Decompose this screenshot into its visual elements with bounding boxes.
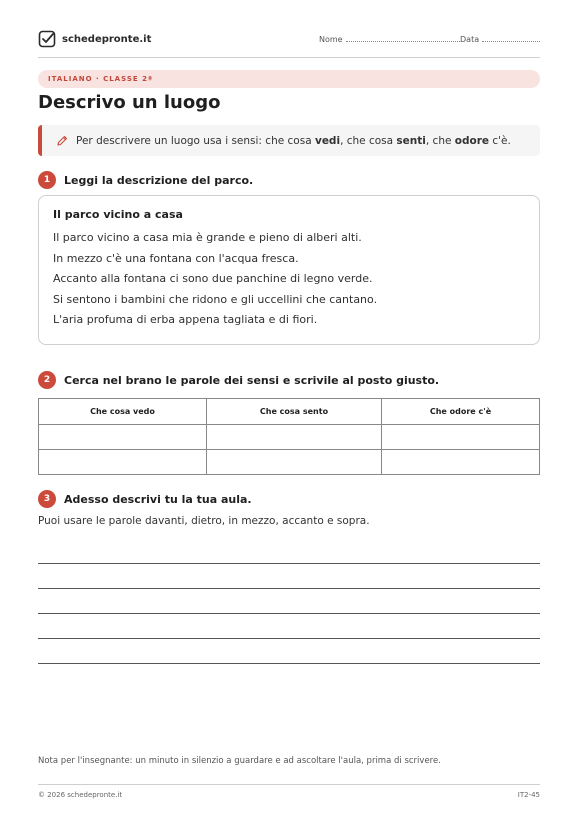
senses-table — [38, 398, 540, 475]
step-3-hint: Puoi usare le parole davanti, dietro, in mezzo, accanto e sopra. — [38, 515, 370, 527]
table-row — [39, 450, 540, 475]
passage-line: In mezzo c'è una fontana con l'acqua fresca. — [53, 251, 299, 265]
answer-cell[interactable] — [207, 425, 382, 450]
name-label: Nome — [319, 35, 343, 44]
passage-title: Il parco vicino a casa — [53, 208, 183, 221]
date-blank[interactable] — [482, 35, 540, 42]
table-header-row — [39, 399, 540, 425]
tip-text — [76, 135, 511, 147]
page-header — [38, 30, 540, 58]
writing-line[interactable] — [38, 613, 540, 614]
passage-line: L'aria profuma di erba appena tagliata e di fiori. — [53, 313, 318, 326]
passage-line: Accanto alla fontana ci sono due panchine di legno verde. — [53, 272, 373, 285]
tip-prefix: Per descrivere un luogo usa i sensi: che cosa — [76, 134, 315, 147]
copyright-text: © 2026 schedepronte.it — [38, 791, 123, 799]
answer-cell[interactable] — [382, 450, 540, 475]
passage-line: Si sentono i bambini che ridono e gli uccellini che cantano. — [53, 292, 378, 306]
page-title: Descrivo un luogo — [38, 92, 221, 113]
worksheet-code: IT2-45 — [517, 791, 540, 799]
column-header-see: Che cosa vedo — [39, 399, 207, 425]
writing-line[interactable] — [38, 663, 540, 664]
step-instruction: Cerca nel brano le parole dei sensi e scrivile al posto giusto. — [64, 373, 440, 387]
answer-cell[interactable] — [39, 425, 207, 450]
step-instruction: Leggi la descrizione del parco. — [64, 173, 254, 187]
step-instruction: Adesso descrivi tu la tua aula. — [64, 492, 252, 506]
subject-grade-banner: ITALIANO · CLASSE 2ª — [38, 70, 540, 88]
pencil-icon — [56, 135, 68, 147]
brand-name: schedepronte.it — [62, 33, 152, 45]
answer-cell[interactable] — [207, 450, 382, 475]
step-number-badge: 2 — [38, 371, 56, 389]
tip-word-smell: odore — [454, 134, 490, 147]
reading-passage — [38, 195, 540, 345]
step-2-heading — [38, 371, 439, 389]
tip-suffix: c'è. — [489, 134, 511, 147]
date-label: Data — [460, 35, 480, 44]
tip-box — [38, 125, 540, 156]
writing-line[interactable] — [38, 638, 540, 639]
page-footer — [38, 784, 540, 799]
step-number-badge: 3 — [38, 490, 56, 508]
tip-word-see: vedi — [314, 134, 341, 147]
name-field[interactable] — [319, 35, 460, 44]
checkbox-logo-icon — [38, 30, 56, 48]
table-row — [39, 425, 540, 450]
tip-mid-2: , che — [425, 134, 455, 147]
teacher-note: Nota per l'insegnante: un minuto in silenzio a guardare e ad ascoltare l'aula, prima di scrivere. — [38, 756, 441, 766]
column-header-hear: Che cosa sento — [207, 399, 382, 425]
name-blank[interactable] — [346, 35, 460, 42]
tip-mid-1: , che cosa — [340, 134, 397, 147]
tip-word-hear: senti — [396, 134, 426, 147]
step-1-heading — [38, 171, 253, 189]
step-3-heading — [38, 490, 252, 508]
passage-line: Il parco vicino a casa mia è grande e pieno di alberi alti. — [53, 231, 362, 244]
column-header-smell: Che odore c'è — [382, 399, 540, 425]
answer-cell[interactable] — [39, 450, 207, 475]
answer-cell[interactable] — [382, 425, 540, 450]
step-number-badge: 1 — [38, 171, 56, 189]
writing-line[interactable] — [38, 563, 540, 564]
date-field[interactable] — [460, 35, 540, 44]
writing-line[interactable] — [38, 588, 540, 589]
brand-logo — [38, 30, 151, 48]
